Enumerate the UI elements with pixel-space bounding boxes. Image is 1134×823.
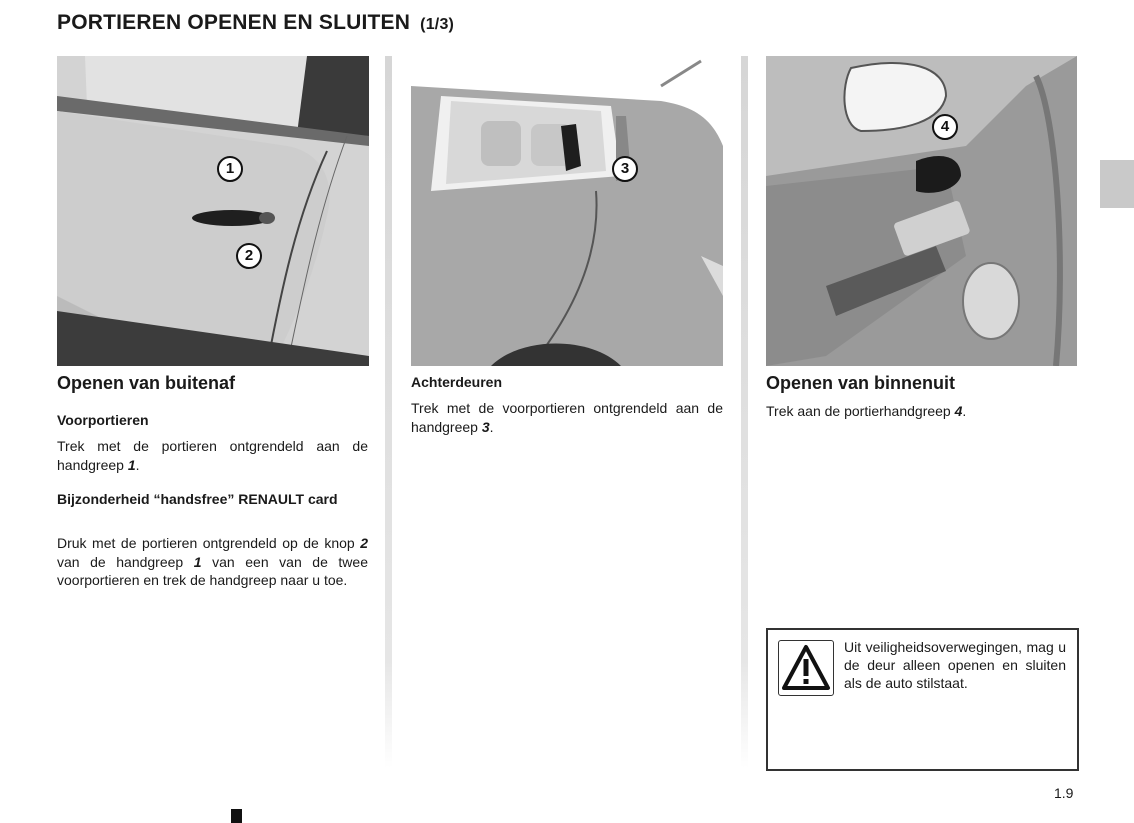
paragraph-binnenuit: Trek aan de portierhandgreep 4.	[766, 403, 967, 419]
figure-front-door-exterior	[57, 56, 369, 366]
paragraph-achterdeuren: Trek met de voorportieren ontgrendeld aan de handgreep 3.	[411, 400, 723, 435]
subheading-voorportieren: Voorportieren	[57, 412, 149, 428]
callout-2: 2	[236, 243, 262, 269]
paragraph-voorportieren: Trek met de portieren ontgrendeld aan de handgreep 1.	[57, 438, 368, 473]
heading-openen-van-binnenuit: Openen van binnenuit	[766, 373, 956, 393]
subheading-handsfree: Bijzonderheid “handsfree” RENAULT card	[57, 491, 338, 507]
chapter-tab	[1100, 160, 1134, 208]
figure-door-interior	[766, 56, 1077, 366]
warning-text: Uit veiligheidsoverwegingen, mag u de deur alleen openen en sluiten als de auto stilstaat.	[844, 639, 1066, 691]
safety-warning-box	[766, 628, 1079, 771]
figure-rear-door-exterior	[411, 56, 723, 366]
title-text: PORTIEREN OPENEN EN SLUITEN	[57, 11, 411, 34]
page-indicator: (1/3)	[420, 16, 455, 33]
column-separator-right	[741, 56, 748, 768]
paragraph-handsfree: Druk met de portieren ontgrendeld op de knop 2 van de handgreep 1 van een van de twee voorportieren en trek de handgreep naar u toe.	[57, 535, 368, 588]
page-number: 1.9	[1054, 785, 1074, 801]
print-mark	[231, 809, 242, 823]
callout-4: 4	[932, 114, 958, 140]
subheading-achterdeuren: Achterdeuren	[411, 374, 503, 390]
callout-1: 1	[217, 156, 243, 182]
page-title	[57, 11, 454, 35]
column-separator-left	[385, 56, 392, 768]
callout-3: 3	[612, 156, 638, 182]
warning-triangle-icon	[778, 640, 834, 696]
heading-openen-van-buitenaf: Openen van buitenaf	[57, 373, 236, 393]
